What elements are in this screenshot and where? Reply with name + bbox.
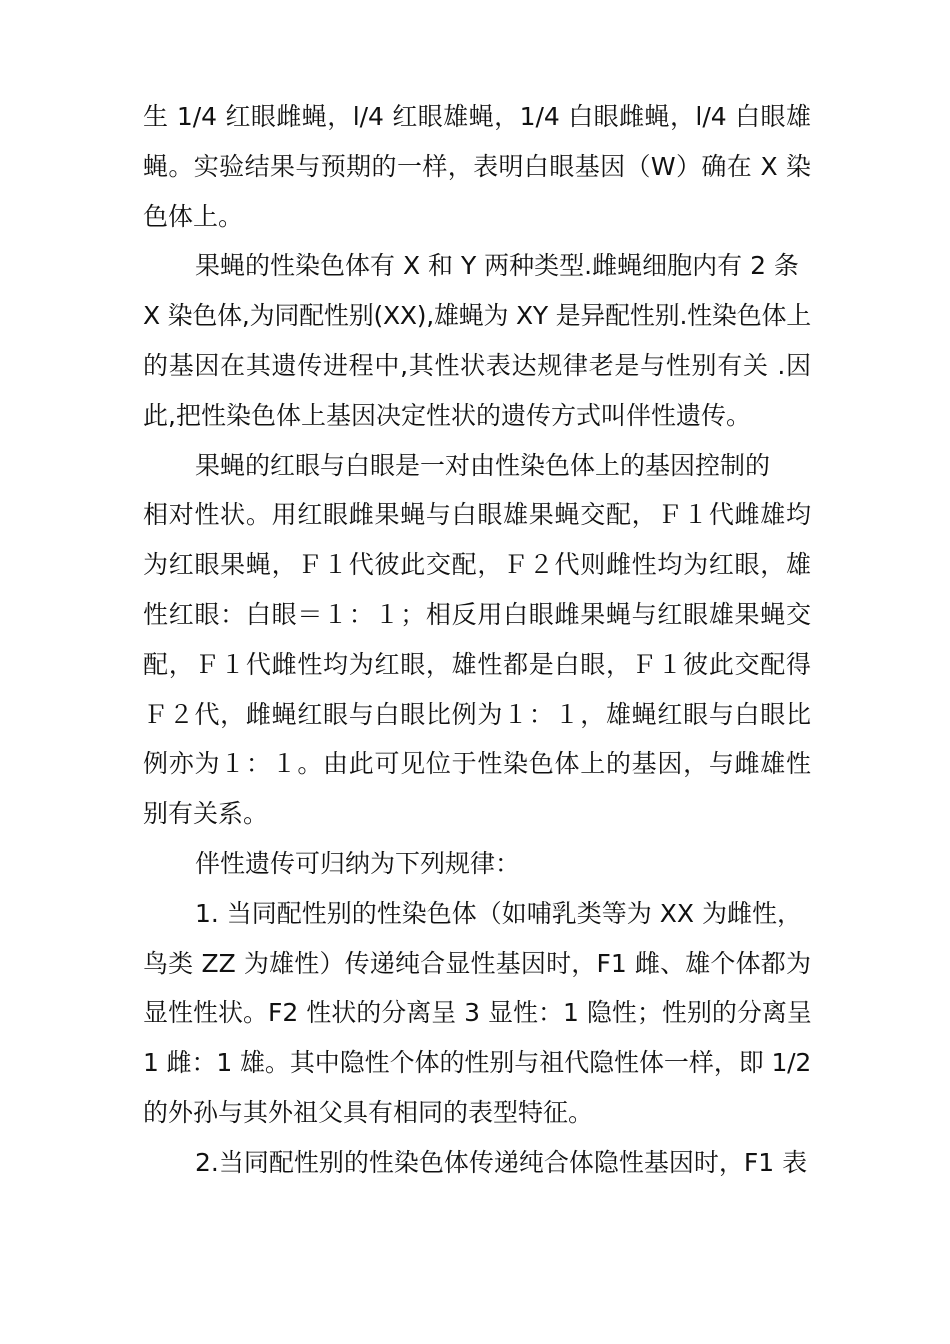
text-line: 果蝇的性染色体有 X 和 Y 两种类型.雌蝇细胞内有 2 条 [195,251,799,281]
text-line: 的基因在其遗传进程中,其性状表达规律老是与性别有关 .因 [143,350,811,380]
text-line: 2.当同配性别的性染色体传递纯合体隐性基因时，F1 表 [195,1147,808,1177]
text-line: 伴性遗传可归纳为下列规律： [195,848,521,878]
text-line: 生 1/4 红眼雌蝇，l/4 红眼雄蝇，1/4 白眼雌蝇，l/4 白眼雄 [143,102,811,131]
text-line: 1 雌：1 雄。其中隐性个体的性别与祖代隐性体一样，即 1/2 [143,1048,811,1078]
text-line: 性红眼：白眼＝１：１；相反用白眼雌果蝇与红眼雄果蝇交 [143,599,811,629]
text-line: Ｆ２代，雌蝇红眼与白眼比例为１：１，雄蝇红眼与白眼比 [143,699,811,729]
document-body [143,92,811,1188]
text-line: 鸟类 ZZ 为雄性）传递纯合显性基因时，F1 雌、雄个体都为 [143,948,811,978]
text-line: 蝇。实验结果与预期的一样，表明白眼基因（W）确在 X 染 [143,151,811,181]
text-line: 配，Ｆ１代雌性均为红眼，雄性都是白眼，Ｆ１彼此交配得 [143,649,811,679]
text-line: 显性性状。F2 性状的分离呈 3 显性：1 隐性；性别的分离呈 [143,998,812,1028]
text-line: 此,把性染色体上基因决定性状的遗传方式叫伴性遗传。 [143,400,751,430]
text-line: 果蝇的红眼与白眼是一对由性染色体上的基因控制的 [195,450,771,480]
text-line: 相对性状。用红眼雌果蝇与白眼雄果蝇交配，Ｆ１代雌雄均 [143,500,811,530]
text-line: 为红眼果蝇，Ｆ１代彼此交配，Ｆ２代则雌性均为红眼，雄 [143,550,811,580]
text-line: 色体上。 [143,201,244,231]
text-line: 的外孙与其外祖父具有相同的表型特征。 [143,1097,594,1127]
text-line: 别有关系。 [143,799,269,829]
text-line: 例亦为１：１。由此可见位于性染色体上的基因，与雌雄性 [143,749,811,779]
text-line: 1. 当同配性别的性染色体（如哺乳类等为 XX 为雌性， [195,898,802,928]
text-line: X 染色体,为同配性别(XX),雄蝇为 XY 是异配性别.性染色体上 [143,301,811,331]
